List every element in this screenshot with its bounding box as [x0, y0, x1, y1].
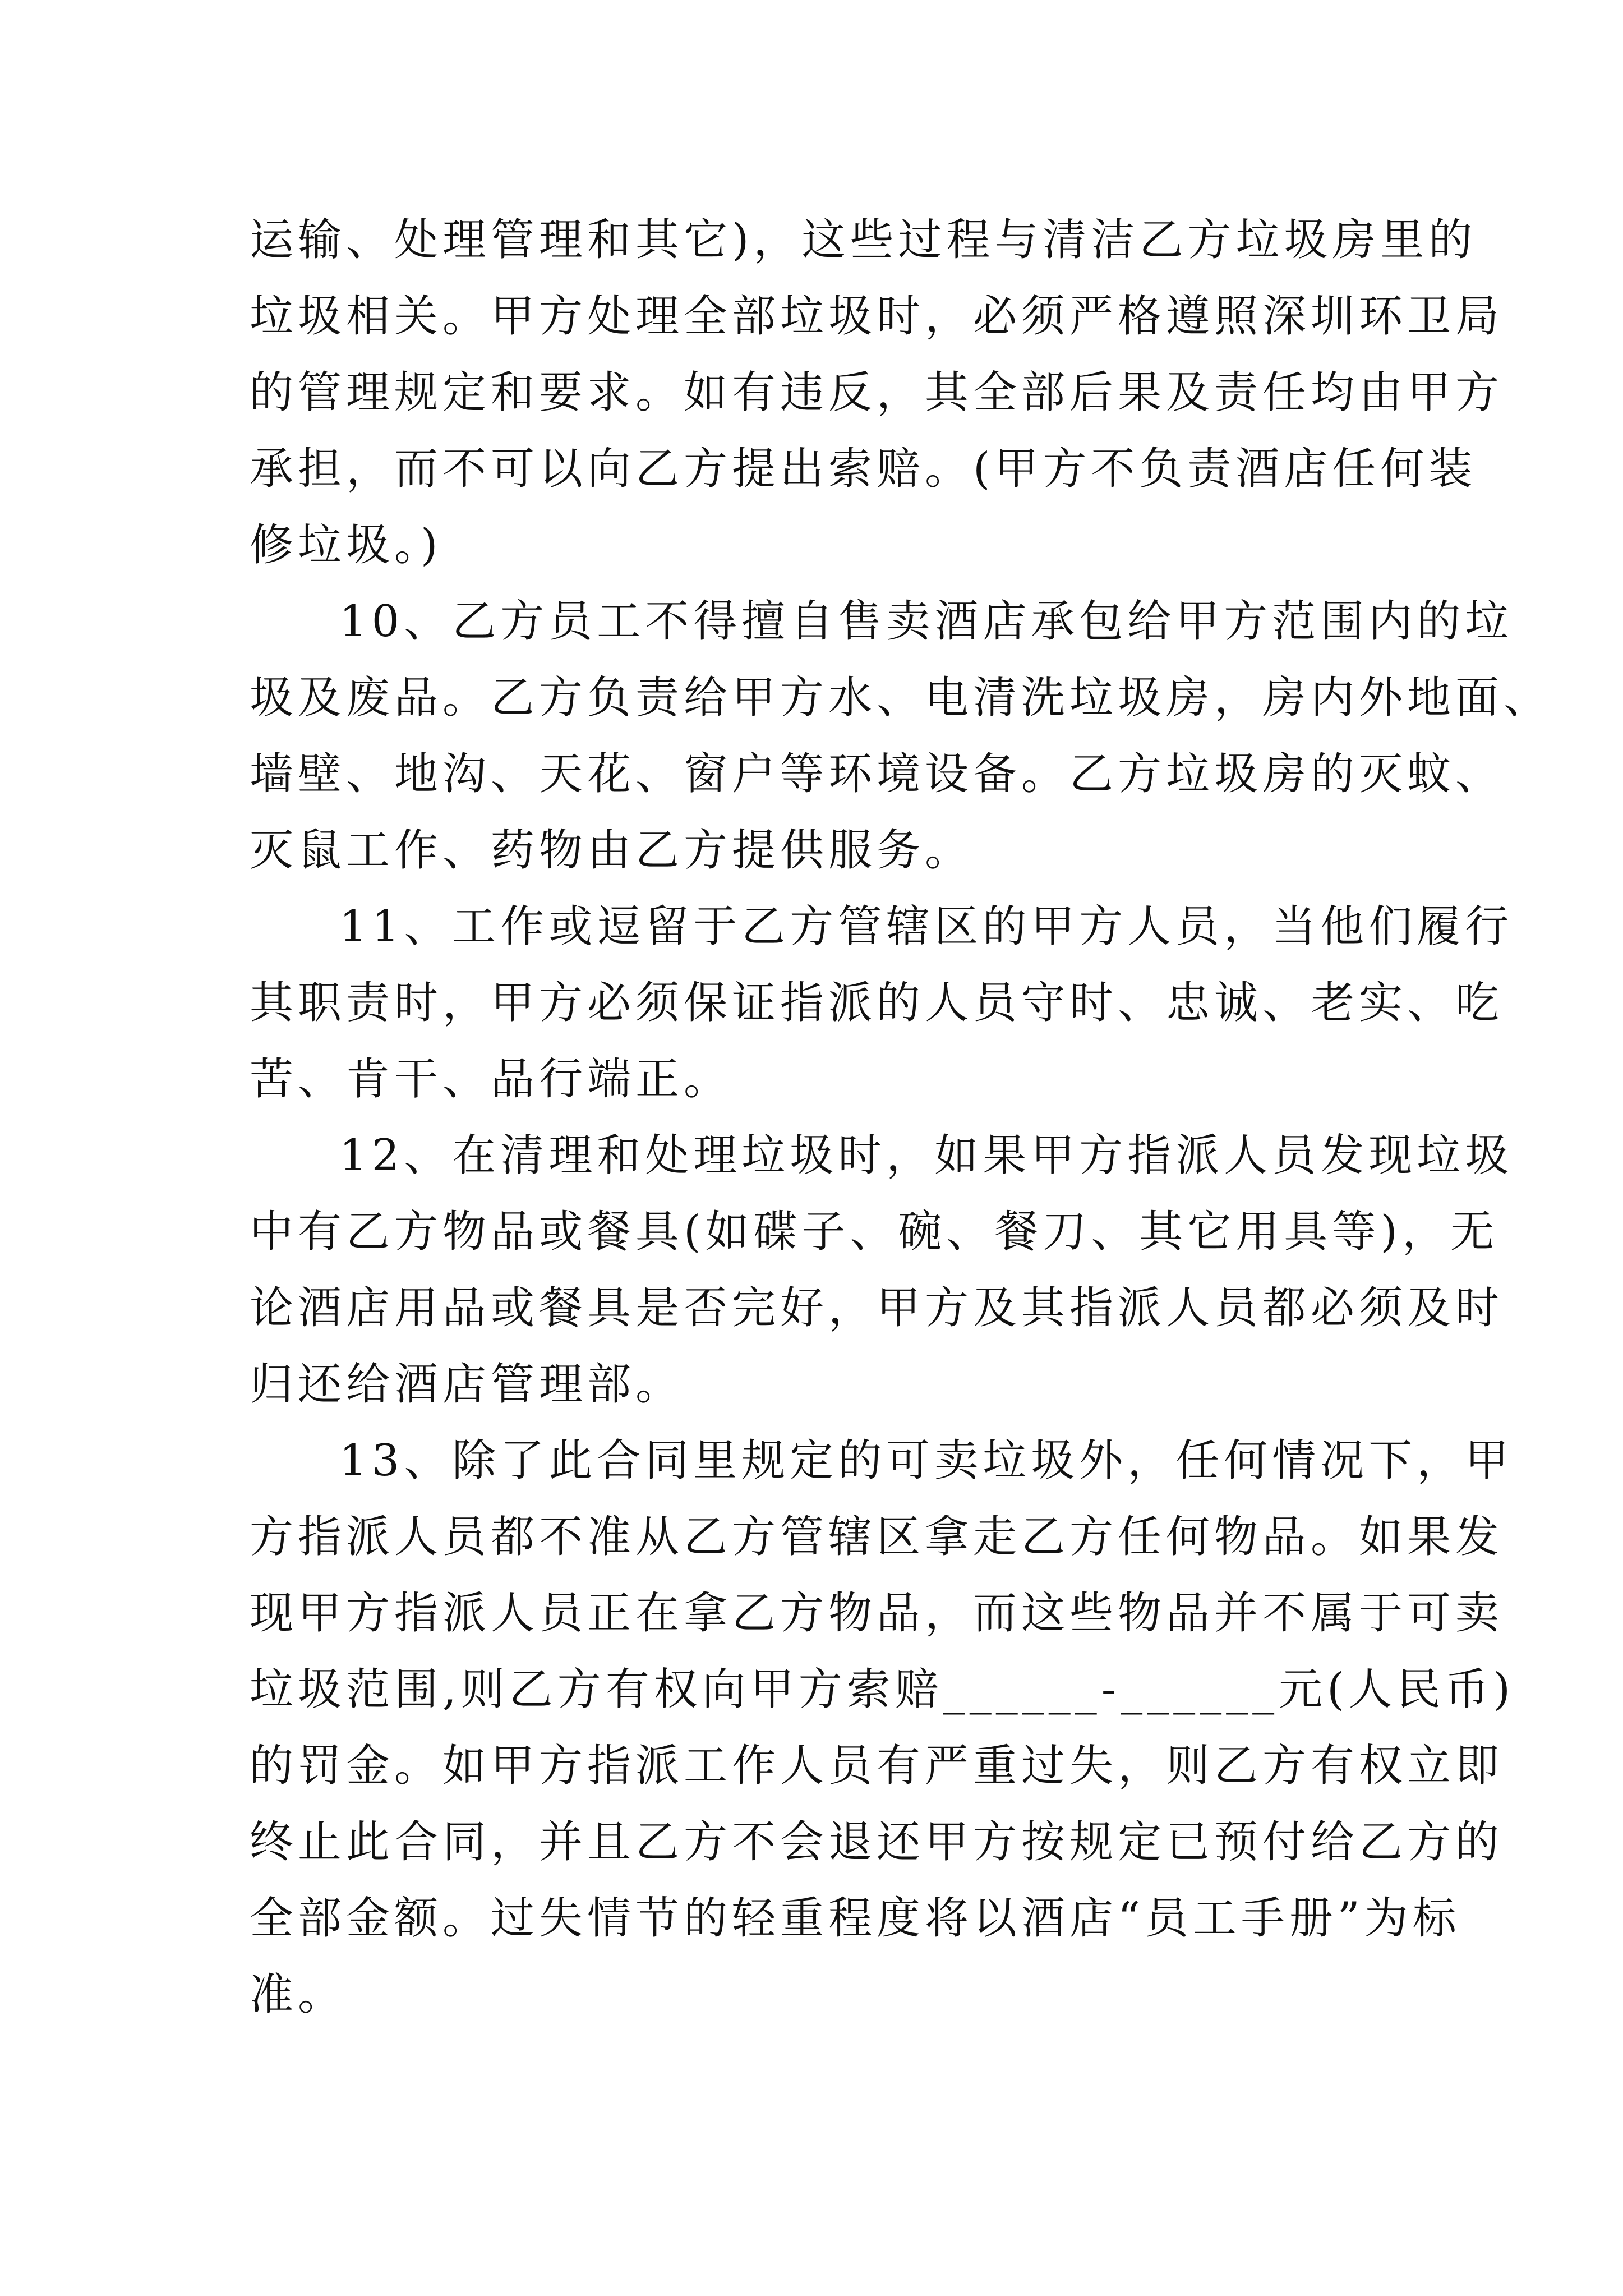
text-line: 运输、处理管理和其它)，这些过程与清洁乙方垃圾房里的	[250, 215, 1477, 265]
text-line: 灭鼠工作、药物由乙方提供服务。	[250, 825, 974, 876]
document-body	[250, 202, 1552, 2033]
text-line: 归还给酒店管理部。	[250, 1359, 684, 1410]
text-line: 全部金额。过失情节的轻重程度将以酒店“员工手册”为标	[250, 1893, 1461, 1944]
text-line: 13、除了此合同里规定的可卖垃圾外，任何情况下，甲	[339, 1435, 1514, 1486]
paragraph-13	[250, 1423, 1515, 2033]
text-line: 现甲方指派人员正在拿乙方物品，而这些物品并不属于可卖	[250, 1588, 1504, 1639]
paragraph-9-continuation	[250, 202, 1504, 583]
paragraph-11	[250, 889, 1514, 1117]
text-line: 垃圾范围,则乙方有权向甲方索赔______-______元(人民币)	[250, 1664, 1515, 1715]
text-line: 论酒店用品或餐具是否完好，甲方及其指派人员都必须及时	[250, 1283, 1504, 1333]
text-line: 终止此合同，并且乙方不会退还甲方按规定已预付给乙方的	[250, 1817, 1504, 1867]
text-line: 的罚金。如甲方指派工作人员有严重过失，则乙方有权立即	[250, 1741, 1504, 1791]
text-line: 墙壁、地沟、天花、窗户等环境设备。乙方垃圾房的灭蚊、	[250, 749, 1504, 799]
paragraph-12	[250, 1117, 1514, 1423]
text-line: 垃圾相关。甲方处理全部垃圾时，必须严格遵照深圳环卫局	[250, 291, 1504, 342]
paragraph-10	[250, 583, 1552, 889]
text-line: 10、乙方员工不得擅自售卖酒店承包给甲方范围内的垃	[339, 596, 1514, 647]
text-line: 中有乙方物品或餐具(如碟子、碗、餐刀、其它用具等)，无	[250, 1207, 1498, 1257]
text-line: 12、在清理和处理垃圾时，如果甲方指派人员发现垃圾	[339, 1130, 1514, 1181]
text-line: 圾及废品。乙方负责给甲方水、电清洗垃圾房，房内外地面、	[250, 673, 1552, 723]
text-line: 准。	[250, 1970, 347, 2020]
text-line: 苦、肯干、品行端正。	[250, 1054, 732, 1105]
text-line: 11、工作或逗留于乙方管辖区的甲方人员，当他们履行	[339, 901, 1514, 952]
text-line: 其职责时，甲方必须保证指派的人员守时、忠诚、老实、吃	[250, 978, 1504, 1028]
text-line: 方指派人员都不准从乙方管辖区拿走乙方任何物品。如果发	[250, 1512, 1504, 1562]
text-line: 的管理规定和要求。如有违反，其全部后果及责任均由甲方	[250, 367, 1504, 418]
text-line: 修垃圾。)	[250, 520, 442, 570]
text-line: 承担，而不可以向乙方提出索赔。(甲方不负责酒店任何装	[250, 444, 1477, 494]
